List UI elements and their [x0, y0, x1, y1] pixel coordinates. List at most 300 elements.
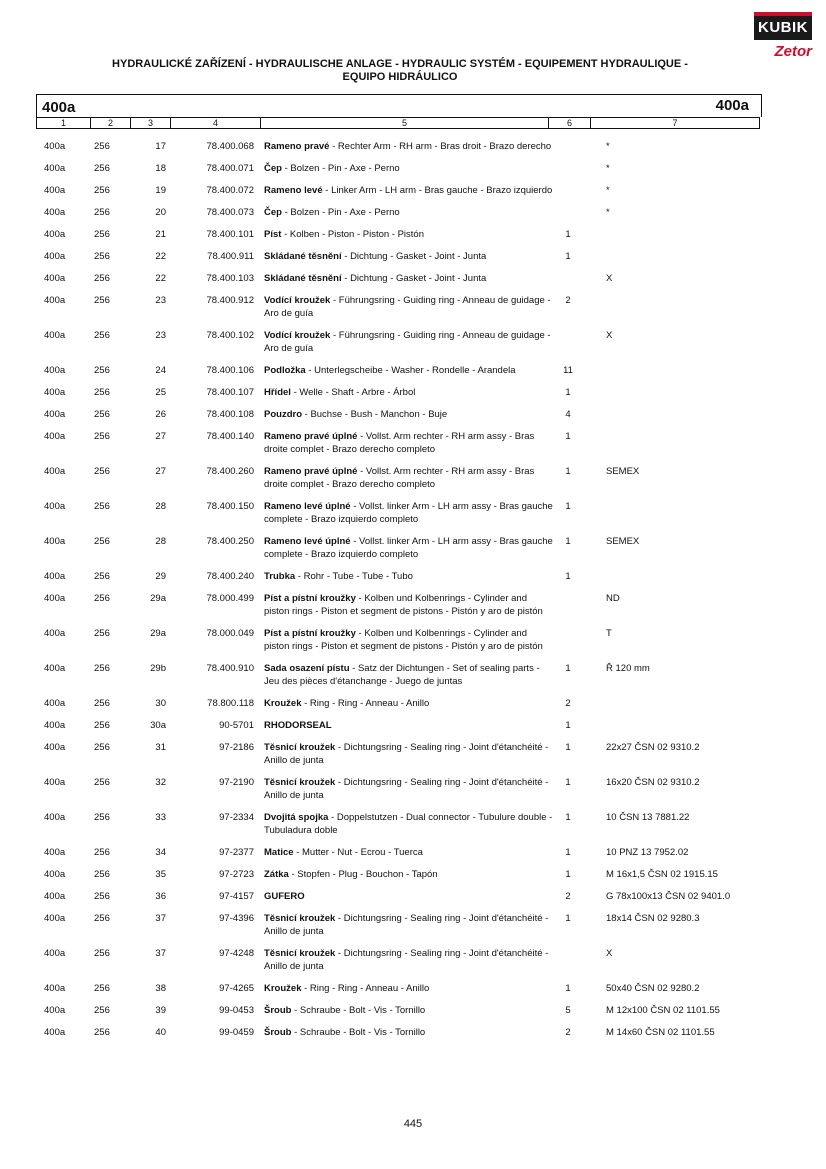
table-row [0, 228, 826, 241]
cell-figure: 256 [94, 141, 110, 152]
cell-part-number: 78.400.103 [206, 273, 254, 284]
cell-figure: 256 [94, 698, 110, 709]
cell-position: 24 [155, 365, 166, 376]
description-czech: RHODORSEAL [264, 720, 332, 731]
table-row [0, 1004, 826, 1017]
cell-position: 20 [155, 207, 166, 218]
cell-part-number: 97-2723 [219, 869, 254, 880]
cell-section: 400a [44, 698, 66, 709]
cell-figure: 256 [94, 295, 110, 306]
cell-part-number: 97-2186 [219, 742, 254, 753]
cell-note: 50x40 ČSN 02 9280.2 [606, 983, 700, 994]
description-translations: - Vollst. Arm rechter - RH arm assy - Bras droite complet - Brazo derecho completo [264, 431, 535, 455]
description-czech: Píst a pístní kroužky [264, 628, 356, 639]
cell-part-number: 78.400.068 [206, 141, 254, 152]
description-czech: Dvojitá spojka [264, 812, 329, 823]
table-row [0, 272, 826, 285]
description-czech: Šroub [264, 1005, 292, 1016]
cell-section: 400a [44, 365, 66, 376]
description-czech: Kroužek [264, 983, 302, 994]
col-header-6: 6 [549, 118, 591, 129]
cell-note: 22x27 ČSN 02 9310.2 [606, 742, 700, 753]
table-row [0, 206, 826, 219]
description-translations: - Vollst. Arm rechter - RH arm assy - Bras droite complet - Brazo derecho completo [264, 466, 535, 490]
col-header-7: 7 [672, 118, 678, 128]
cell-description [264, 890, 554, 903]
description-translations: - Bolzen - Pin - Axe - Perno [281, 207, 400, 218]
description-czech: Trubka [264, 571, 296, 582]
cell-figure: 256 [94, 742, 110, 753]
description-translations: - Dichtung - Gasket - Joint - Junta [341, 273, 487, 284]
table-row [0, 741, 826, 767]
cell-part-number: 78.800.118 [207, 698, 254, 709]
cell-section: 400a [44, 501, 66, 512]
cell-quantity: 1 [565, 812, 571, 823]
description-translations: - Dichtungsring - Sealing ring - Joint d'étanchéité - Anillo de junta [264, 777, 549, 801]
cell-part-number: 78.400.102 [206, 330, 254, 341]
cell-position: 19 [155, 185, 166, 196]
cell-quantity: 1 [565, 869, 571, 880]
cell-note: * [606, 141, 610, 152]
cell-description [264, 846, 554, 859]
table-row [0, 811, 826, 837]
cell-part-number: 78.400.250 [206, 536, 254, 547]
cell-note: SEMEX [606, 466, 640, 477]
cell-quantity: 2 [565, 891, 571, 902]
cell-position: 35 [155, 869, 166, 880]
cell-note: 16x20 ČSN 02 9310.2 [606, 777, 700, 788]
description-czech: Podložka [264, 365, 306, 376]
section-code-left: 400a [42, 99, 76, 116]
cell-position: 25 [155, 387, 166, 398]
cell-description [264, 592, 554, 618]
cell-position: 27 [155, 431, 166, 442]
table-row [0, 500, 826, 526]
cell-description [264, 947, 554, 973]
section-bar [36, 94, 762, 117]
description-translations: - Rechter Arm - RH arm - Bras droit - Brazo derecho [329, 141, 552, 152]
cell-quantity: 1 [565, 663, 571, 674]
cell-part-number: 78.400.912 [206, 295, 254, 306]
heading-line-1: HYDRAULICKÉ ZAŘÍZENÍ - HYDRAULISCHE ANLAGE - HYDRAULIC SYSTÉM - EQUIPEMENT HYDRAULIQUE - [112, 58, 688, 70]
cell-section: 400a [44, 777, 66, 788]
cell-part-number: 78.400.150 [206, 501, 254, 512]
cell-figure: 256 [94, 777, 110, 788]
description-czech: Matice [264, 847, 294, 858]
description-czech: Kroužek [264, 698, 302, 709]
cell-note: M 12x100 ČSN 02 1101.55 [606, 1005, 720, 1016]
cell-note: 10 PNZ 13 7952.02 [606, 847, 689, 858]
table-row [0, 140, 826, 153]
col-header-3: 3 [131, 118, 171, 129]
cell-part-number: 97-2190 [219, 777, 254, 788]
cell-section: 400a [44, 571, 66, 582]
cell-position: 38 [155, 983, 166, 994]
cell-figure: 256 [94, 207, 110, 218]
cell-quantity: 5 [565, 1005, 571, 1016]
cell-quantity: 1 [565, 571, 571, 582]
cell-position: 17 [155, 141, 166, 152]
table-row [0, 697, 826, 710]
cell-part-number: 78.400.910 [206, 663, 254, 674]
description-translations: - Kolben und Kolbenrings - Cylinder and piston rings - Piston et segment de pistons - Pistón y aro de pistón [264, 593, 543, 617]
description-translations: - Stopfen - Plug - Bouchon - Tapón [288, 869, 438, 880]
cell-description [264, 386, 554, 399]
table-row [0, 465, 826, 491]
cell-quantity: 1 [565, 536, 571, 547]
cell-figure: 256 [94, 466, 110, 477]
cell-position: 29a [150, 628, 166, 639]
table-row [0, 719, 826, 732]
cell-figure: 256 [94, 251, 110, 262]
cell-position: 21 [155, 229, 166, 240]
cell-part-number: 97-4157 [219, 891, 254, 902]
cell-description [264, 1026, 554, 1039]
cell-quantity: 1 [565, 501, 571, 512]
cell-figure: 256 [94, 1027, 110, 1038]
cell-figure: 256 [94, 812, 110, 823]
cell-quantity: 1 [565, 431, 571, 442]
cell-section: 400a [44, 207, 66, 218]
cell-position: 37 [155, 913, 166, 924]
cell-section: 400a [44, 847, 66, 858]
cell-description [264, 662, 554, 688]
cell-position: 23 [155, 330, 166, 341]
cell-part-number: 78.400.140 [206, 431, 254, 442]
cell-figure: 256 [94, 869, 110, 880]
col-header-4: 4 [171, 118, 261, 129]
cell-description [264, 206, 554, 219]
description-czech: Píst a pístní kroužky [264, 593, 356, 604]
table-row [0, 408, 826, 421]
logo-brand: KUBIK [754, 12, 812, 40]
parts-table [0, 140, 826, 1048]
cell-figure: 256 [94, 663, 110, 674]
description-translations: - Kolben und Kolbenrings - Cylinder and piston rings - Piston et segment de pistons - Pistón y aro de pistón [264, 628, 543, 652]
cell-section: 400a [44, 409, 66, 420]
table-row [0, 1026, 826, 1039]
table-row [0, 662, 826, 688]
cell-section: 400a [44, 628, 66, 639]
col-header-5: 5 [261, 118, 549, 129]
cell-figure: 256 [94, 720, 110, 731]
cell-description [264, 741, 554, 767]
cell-description [264, 465, 554, 491]
cell-part-number: 78.400.106 [206, 365, 254, 376]
description-czech: Těsnicí kroužek [264, 742, 336, 753]
cell-note: * [606, 185, 610, 196]
cell-note: X [606, 948, 613, 959]
cell-quantity: 1 [565, 742, 571, 753]
description-translations: - Kolben - Piston - Piston - Pistón [281, 229, 424, 240]
cell-position: 33 [155, 812, 166, 823]
cell-position: 27 [155, 466, 166, 477]
cell-section: 400a [44, 141, 66, 152]
cell-part-number: 97-4248 [219, 948, 254, 959]
description-czech: Rameno pravé úplné [264, 466, 358, 477]
cell-figure: 256 [94, 847, 110, 858]
description-translations: - Linker Arm - LH arm - Bras gauche - Brazo izquierdo [322, 185, 553, 196]
cell-figure: 256 [94, 409, 110, 420]
cell-figure: 256 [94, 273, 110, 284]
cell-description [264, 570, 554, 583]
description-czech: Vodící kroužek [264, 295, 331, 306]
cell-note: X [606, 330, 613, 341]
table-row [0, 162, 826, 175]
description-czech: Těsnicí kroužek [264, 913, 336, 924]
description-czech: Rameno levé [264, 185, 323, 196]
description-translations: - Vollst. linker Arm - LH arm assy - Bras gauche complete - Brazo izquierdo completo [264, 536, 553, 560]
description-translations: - Vollst. linker Arm - LH arm assy - Bras gauche complete - Brazo izquierdo completo [264, 501, 553, 525]
cell-quantity: 11 [563, 365, 573, 376]
description-translations: - Führungsring - Guiding ring - Anneau de guidage - Aro de guía [264, 295, 551, 319]
cell-quantity: 1 [565, 720, 571, 731]
cell-part-number: 78.400.072 [206, 185, 254, 196]
cell-part-number: 97-4396 [219, 913, 254, 924]
description-translations: - Rohr - Tube - Tube - Tubo [295, 571, 413, 582]
description-czech: Těsnicí kroužek [264, 948, 336, 959]
cell-part-number: 78.400.108 [206, 409, 254, 420]
description-czech: Hřídel [264, 387, 291, 398]
description-czech: Rameno pravé [264, 141, 330, 152]
cell-section: 400a [44, 295, 66, 306]
cell-position: 32 [155, 777, 166, 788]
cell-part-number: 78.400.071 [206, 163, 254, 174]
cell-figure: 256 [94, 891, 110, 902]
cell-description [264, 329, 554, 355]
cell-section: 400a [44, 593, 66, 604]
cell-position: 30a [150, 720, 166, 731]
table-row [0, 329, 826, 355]
description-translations: - Dichtungsring - Sealing ring - Joint d'étanchéité - Anillo de junta [264, 913, 549, 937]
table-row [0, 868, 826, 881]
cell-quantity: 1 [565, 466, 571, 477]
cell-note: G 78x100x13 ČSN 02 9401.0 [606, 891, 731, 902]
cell-section: 400a [44, 742, 66, 753]
cell-part-number: 78.400.101 [206, 229, 254, 240]
cell-quantity: 2 [565, 1027, 571, 1038]
cell-section: 400a [44, 185, 66, 196]
cell-description [264, 776, 554, 802]
cell-section: 400a [44, 663, 66, 674]
page-number: 445 [403, 1118, 423, 1130]
cell-position: 23 [155, 295, 166, 306]
cell-description [264, 500, 554, 526]
table-row [0, 890, 826, 903]
description-translations: - Schraube - Bolt - Vis - Tornillo [291, 1027, 426, 1038]
table-row [0, 846, 826, 859]
cell-part-number: 78.000.499 [206, 593, 254, 604]
cell-quantity: 1 [565, 913, 571, 924]
cell-part-number: 78.400.107 [206, 387, 254, 398]
cell-description [264, 162, 554, 175]
description-czech: Rameno levé úplné [264, 536, 351, 547]
description-czech: Šroub [264, 1027, 292, 1038]
cell-position: 28 [155, 501, 166, 512]
table-row [0, 592, 826, 618]
cell-note: Ř 120 mm [606, 663, 650, 674]
description-translations: - Bolzen - Pin - Axe - Perno [281, 163, 400, 174]
cell-note: M 16x1,5 ČSN 02 1915.15 [606, 869, 718, 880]
cell-description [264, 719, 554, 732]
description-czech: Čep [264, 207, 282, 218]
cell-position: 28 [155, 536, 166, 547]
cell-description [264, 272, 554, 285]
cell-section: 400a [44, 387, 66, 398]
cell-figure: 256 [94, 536, 110, 547]
cell-section: 400a [44, 812, 66, 823]
column-header [36, 117, 760, 129]
description-czech: Píst [264, 229, 282, 240]
description-translations: - Schraube - Bolt - Vis - Tornillo [291, 1005, 426, 1016]
cell-position: 36 [155, 891, 166, 902]
cell-section: 400a [44, 431, 66, 442]
cell-section: 400a [44, 891, 66, 902]
cell-position: 34 [155, 847, 166, 858]
cell-section: 400a [44, 466, 66, 477]
cell-description [264, 364, 554, 377]
cell-position: 40 [155, 1027, 166, 1038]
cell-figure: 256 [94, 1005, 110, 1016]
cell-part-number: 78.400.260 [206, 466, 254, 477]
table-row [0, 430, 826, 456]
cell-note: * [606, 207, 610, 218]
description-czech: Skládané těsnění [264, 273, 342, 284]
description-translations: - Dichtung - Gasket - Joint - Junta [341, 251, 487, 262]
cell-description [264, 430, 554, 456]
description-translations: - Dichtungsring - Sealing ring - Joint d'étanchéité - Anillo de junta [264, 948, 549, 972]
description-czech: Sada osazení pístu [264, 663, 350, 674]
cell-section: 400a [44, 720, 66, 731]
cell-figure: 256 [94, 983, 110, 994]
description-czech: Těsnicí kroužek [264, 777, 336, 788]
description-czech: Rameno pravé úplné [264, 431, 358, 442]
cell-figure: 256 [94, 330, 110, 341]
description-czech: Čep [264, 163, 282, 174]
cell-part-number: 78.000.049 [206, 628, 254, 639]
section-code-right: 400a [715, 97, 749, 114]
cell-description [264, 228, 554, 241]
cell-figure: 256 [94, 501, 110, 512]
cell-figure: 256 [94, 628, 110, 639]
description-translations: - Doppelstutzen - Dual connector - Tubulure double - Tubuladura doble [264, 812, 553, 836]
cell-section: 400a [44, 869, 66, 880]
cell-section: 400a [44, 1027, 66, 1038]
cell-position: 29b [150, 663, 166, 674]
table-row [0, 776, 826, 802]
description-czech: GUFERO [264, 891, 305, 902]
cell-part-number: 78.400.073 [206, 207, 254, 218]
cell-quantity: 4 [565, 409, 571, 420]
cell-note: SEMEX [606, 536, 640, 547]
cell-note: X [606, 273, 613, 284]
col-header-1: 1 [37, 118, 91, 129]
cell-quantity: 2 [565, 698, 571, 709]
cell-section: 400a [44, 913, 66, 924]
cell-section: 400a [44, 948, 66, 959]
description-translations: - Dichtungsring - Sealing ring - Joint d'étanchéité - Anillo de junta [264, 742, 549, 766]
table-row [0, 982, 826, 995]
cell-section: 400a [44, 163, 66, 174]
cell-description [264, 1004, 554, 1017]
cell-part-number: 97-4265 [219, 983, 254, 994]
cell-section: 400a [44, 251, 66, 262]
table-row [0, 250, 826, 263]
cell-section: 400a [44, 273, 66, 284]
table-row [0, 627, 826, 653]
table-row [0, 947, 826, 973]
cell-note: 10 ČSN 13 7881.22 [606, 812, 690, 823]
cell-quantity: 2 [565, 295, 571, 306]
cell-figure: 256 [94, 365, 110, 376]
description-translations: - Führungsring - Guiding ring - Anneau de guidage - Aro de guía [264, 330, 551, 354]
cell-section: 400a [44, 536, 66, 547]
cell-quantity: 1 [565, 229, 571, 240]
cell-description [264, 140, 554, 153]
cell-position: 30 [155, 698, 166, 709]
page-heading [40, 58, 760, 84]
cell-description [264, 408, 554, 421]
cell-part-number: 97-2334 [219, 812, 254, 823]
cell-quantity: 1 [565, 847, 571, 858]
cell-figure: 256 [94, 185, 110, 196]
description-czech: Vodící kroužek [264, 330, 331, 341]
cell-description [264, 811, 554, 837]
table-row [0, 294, 826, 320]
cell-position: 31 [155, 742, 166, 753]
cell-quantity: 1 [565, 251, 571, 262]
description-translations: - Welle - Shaft - Arbre - Árbol [290, 387, 416, 398]
cell-section: 400a [44, 330, 66, 341]
cell-description [264, 294, 554, 320]
table-row [0, 184, 826, 197]
cell-note: M 14x60 ČSN 02 1101.55 [606, 1027, 715, 1038]
cell-description [264, 697, 554, 710]
col-header-2: 2 [91, 118, 131, 129]
cell-section: 400a [44, 983, 66, 994]
cell-description [264, 627, 554, 653]
cell-note: * [606, 163, 610, 174]
cell-position: 26 [155, 409, 166, 420]
cell-description [264, 535, 554, 561]
cell-position: 29a [150, 593, 166, 604]
cell-part-number: 99-0453 [219, 1005, 254, 1016]
description-czech: Pouzdro [264, 409, 302, 420]
cell-figure: 256 [94, 163, 110, 174]
cell-note: ND [606, 593, 620, 604]
description-translations: - Unterlegscheibe - Washer - Rondelle - Arandela [305, 365, 516, 376]
cell-quantity: 1 [565, 777, 571, 788]
cell-description [264, 868, 554, 881]
cell-position: 22 [155, 251, 166, 262]
cell-position: 29 [155, 571, 166, 582]
cell-note: 18x14 ČSN 02 9280.3 [606, 913, 700, 924]
cell-figure: 256 [94, 948, 110, 959]
cell-section: 400a [44, 1005, 66, 1016]
cell-part-number: 78.400.240 [206, 571, 254, 582]
cell-description [264, 250, 554, 263]
table-row [0, 570, 826, 583]
description-translations: - Buchse - Bush - Manchon - Buje [302, 409, 448, 420]
cell-section: 400a [44, 229, 66, 240]
cell-position: 18 [155, 163, 166, 174]
cell-figure: 256 [94, 229, 110, 240]
cell-note: T [606, 628, 612, 639]
cell-figure: 256 [94, 571, 110, 582]
cell-figure: 256 [94, 431, 110, 442]
heading-line-2: EQUIPO HIDRÁULICO [342, 71, 458, 83]
description-translations: - Satz der Dichtungen - Set of sealing parts - Jeu des pièces d'étanchange - Juego de juntas [264, 663, 540, 687]
